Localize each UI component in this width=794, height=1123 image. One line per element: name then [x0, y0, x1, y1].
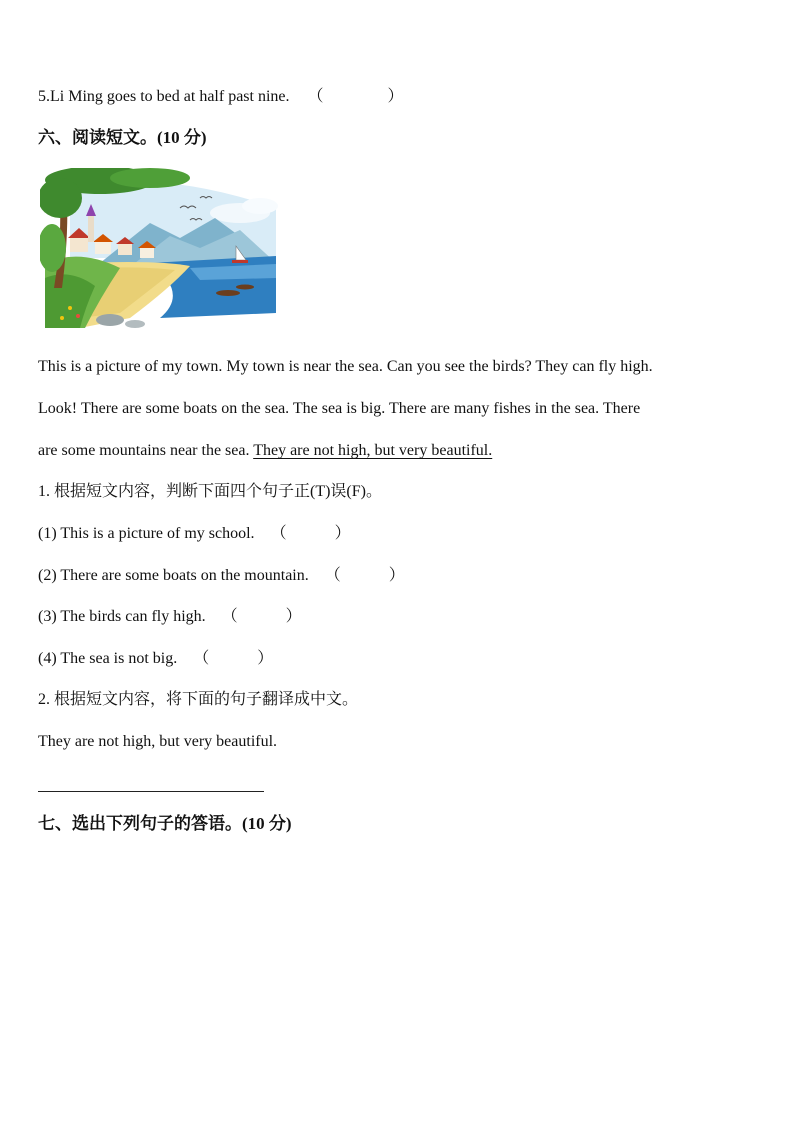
- task-1-item-3: [38, 607, 302, 627]
- passage-line-2: Look! There are some boats on the sea. The sea is big. There are many fishes in the sea. There: [38, 400, 641, 417]
- answer-parentheses[interactable]: （ ）: [193, 650, 274, 667]
- passage-line-3: [38, 441, 492, 461]
- section-6-heading: 六、阅读短文。(10 分): [38, 128, 207, 147]
- statement-text: (3) The birds can fly high.: [38, 608, 206, 625]
- seaside-town-illustration: [40, 168, 278, 330]
- translation-answer-line[interactable]: [38, 791, 264, 792]
- task-2-instruction: 2. 根据短文内容，将下面的句子翻译成中文。: [38, 691, 359, 708]
- answer-parentheses[interactable]: （ ）: [307, 88, 404, 105]
- task-1-item-1: [38, 524, 351, 544]
- answer-parentheses[interactable]: （ ）: [270, 525, 351, 542]
- passage-line-1: This is a picture of my town. My town is near the sea. Can you see the birds? They can fly high.: [38, 358, 653, 375]
- statement-text: (2) There are some boats on the mountain.: [38, 567, 309, 584]
- question-5-text: 5.Li Ming goes to bed at half past nine.: [38, 88, 290, 105]
- answer-parentheses[interactable]: （ ）: [221, 608, 302, 625]
- task-1-instruction: 1. 根据短文内容，判断下面四个句子正(T)误(F)。: [38, 483, 382, 500]
- section-7-heading: 七、选出下列句子的答语。(10 分): [38, 814, 292, 833]
- task-2-sentence: They are not high, but very beautiful.: [38, 733, 278, 750]
- passage-line-3-plain: are some mountains near the sea.: [38, 442, 254, 459]
- task-1-item-4: [38, 649, 273, 669]
- task-1-item-2: [38, 566, 405, 586]
- statement-text: (4) The sea is not big.: [38, 650, 178, 667]
- statement-text: (1) This is a picture of my school.: [38, 525, 255, 542]
- answer-parentheses[interactable]: （ ）: [324, 567, 405, 584]
- question-5: [38, 87, 404, 107]
- underlined-sentence: They are not high, but very beautiful.: [253, 442, 493, 459]
